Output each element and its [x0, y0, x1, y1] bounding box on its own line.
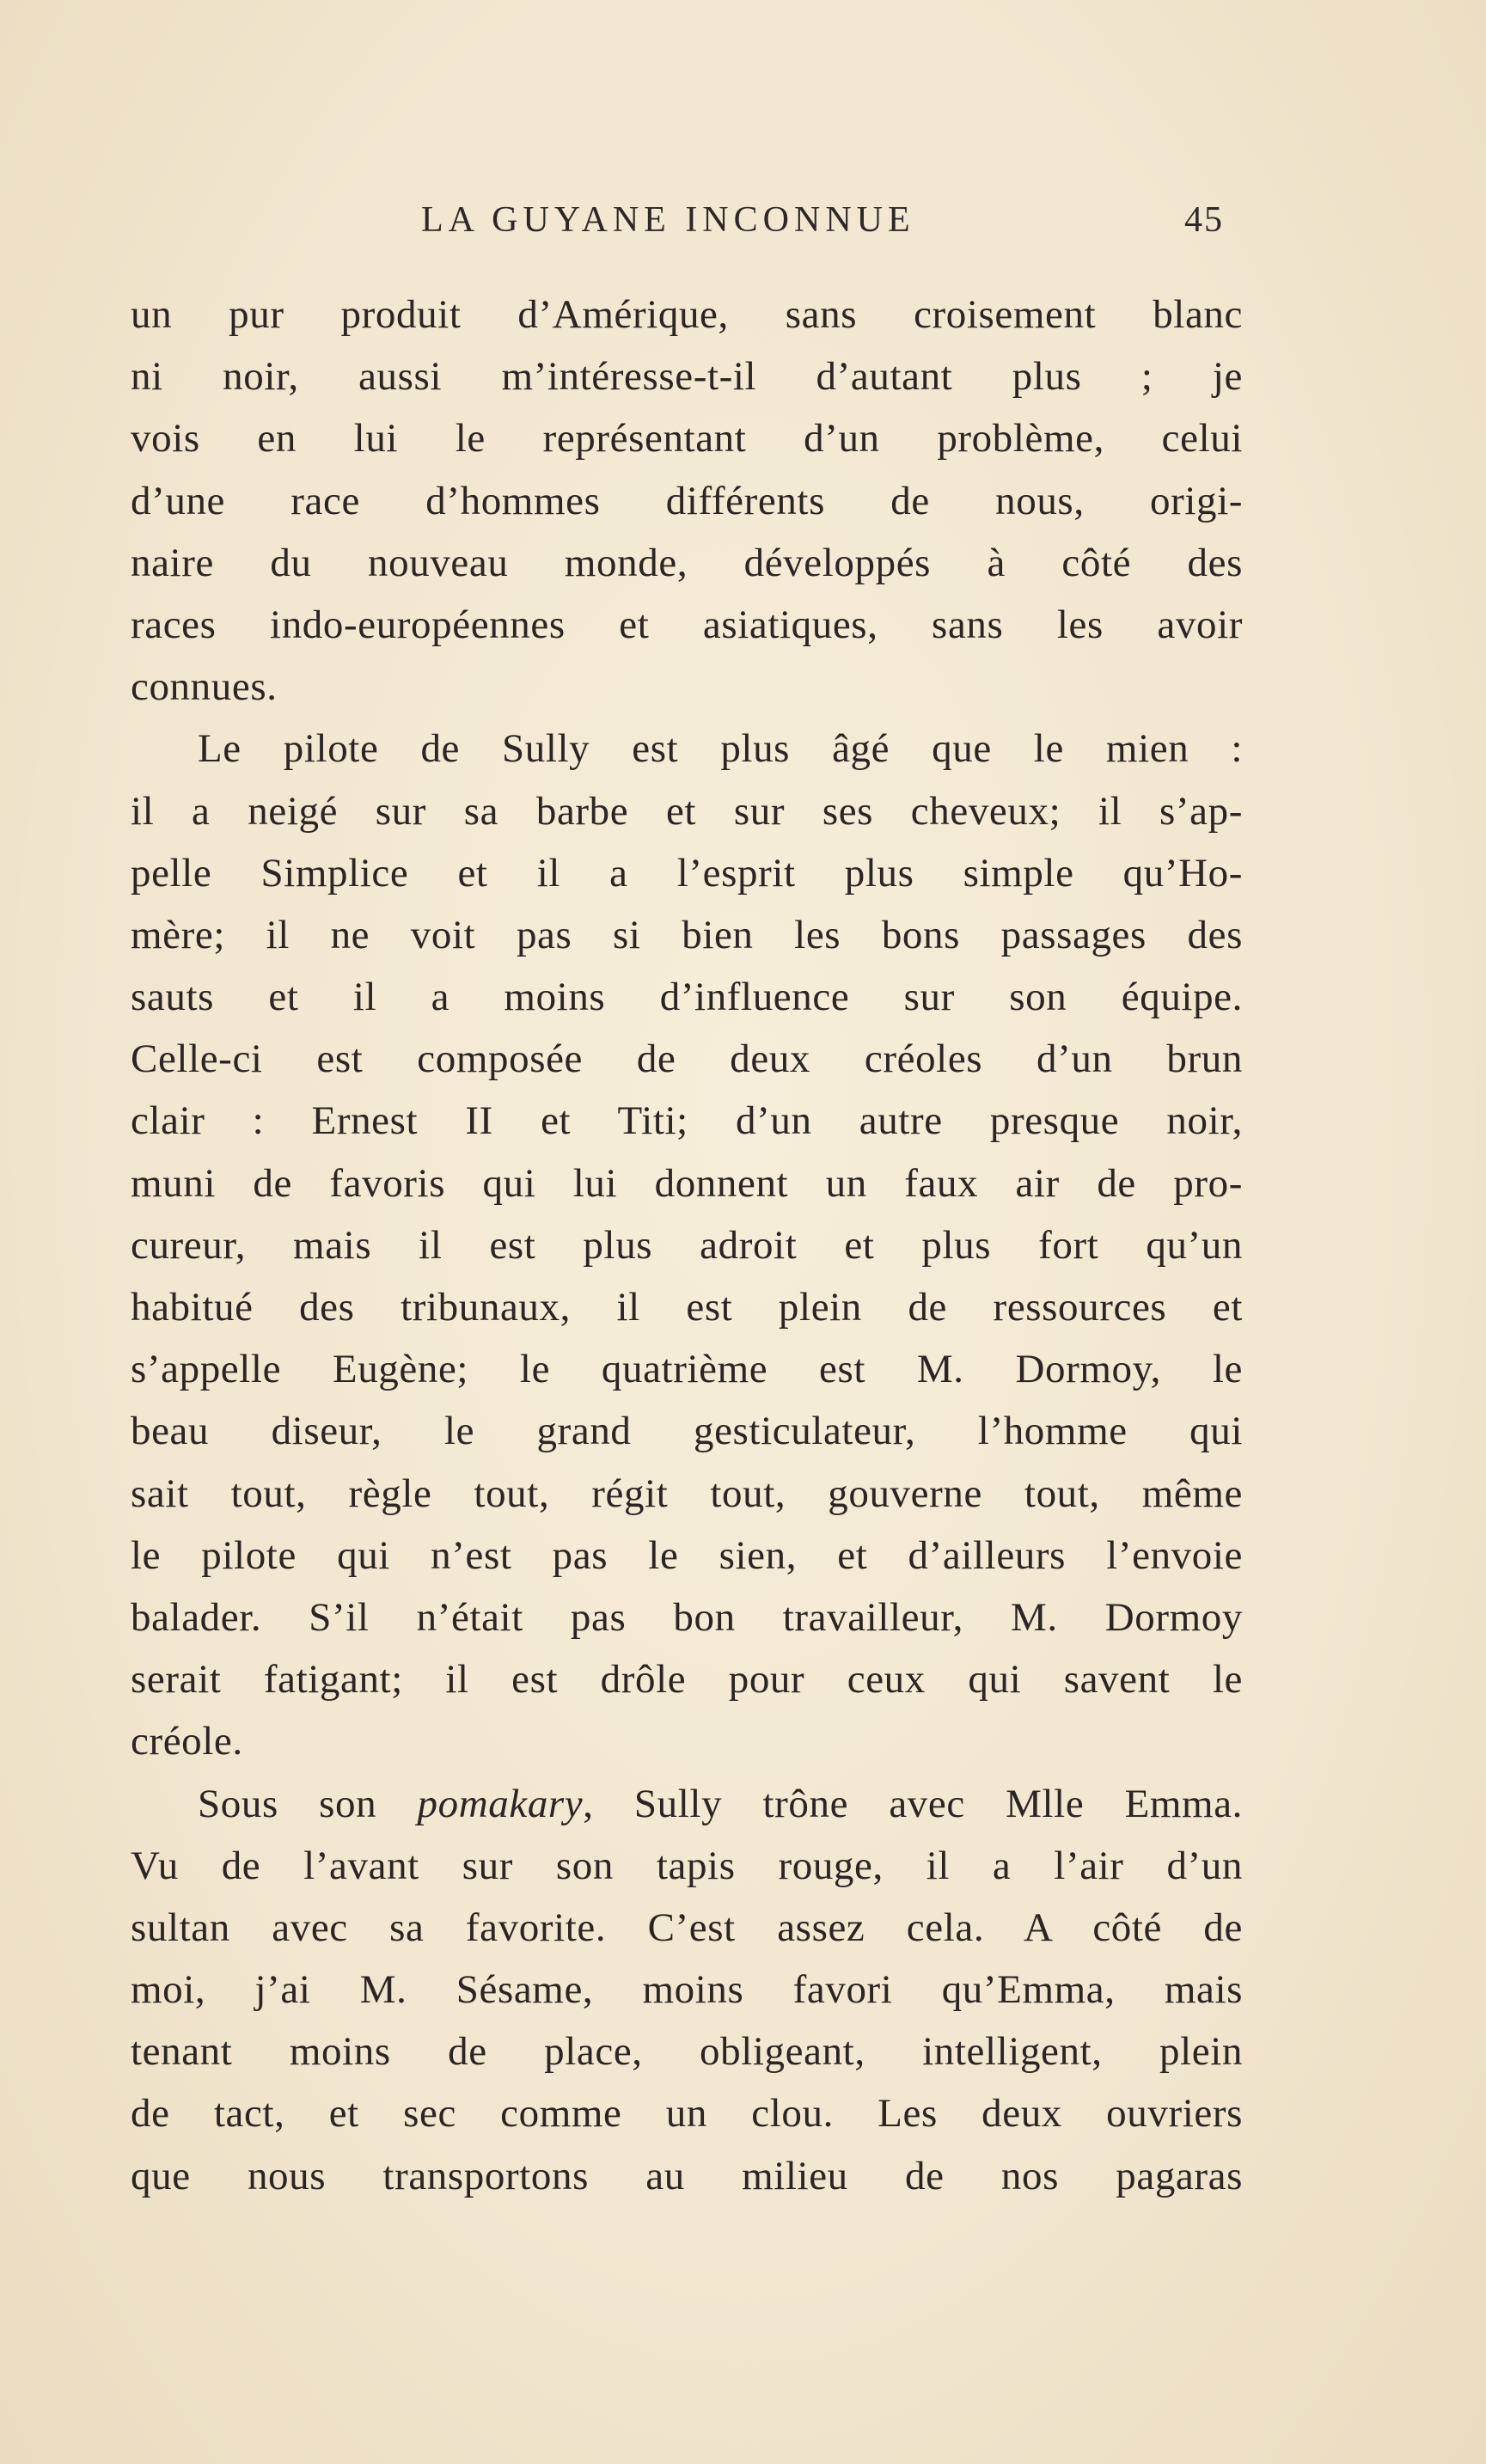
text-line: un pur produit d’Amérique, sans croisement blanc	[131, 292, 1243, 337]
text-line: Celle-ci est composée de deux créoles d’un brun	[131, 1036, 1243, 1082]
running-head	[0, 199, 1486, 251]
text-line: s’appelle Eugène; le quatrième est M. Dormoy, le	[131, 1347, 1243, 1392]
text-line: sait tout, règle tout, régit tout, gouverne tout, même	[131, 1470, 1243, 1516]
text-line: d’une race d’hommes différents de nous, origi-	[131, 478, 1243, 523]
text-line: moi, j’ai M. Sésame, moins favori qu’Emma, mais	[131, 1967, 1243, 2013]
text-line: que nous transportons au milieu de nos pagaras	[131, 2153, 1243, 2198]
text-line: beau diseur, le grand gesticulateur, l’homme qui	[131, 1409, 1243, 1454]
text-line: créole.	[131, 1719, 243, 1764]
body-text	[131, 284, 1243, 2207]
text-run: , Sully trône avec Mlle Emma.	[583, 1781, 1244, 1826]
text-run: Sous son	[198, 1781, 418, 1826]
text-line: cureur, mais il est plus adroit et plus fort qu’un	[131, 1222, 1243, 1268]
italic-term: pomakary	[417, 1781, 584, 1826]
text-line: sauts et il a moins d’influence sur son équipe.	[131, 975, 1243, 1020]
text-line: habitué des tribunaux, il est plein de ressources et	[131, 1285, 1243, 1330]
text-line: il a neigé sur sa barbe et sur ses cheveux; il s’ap-	[131, 788, 1243, 834]
text-line: Vu de l’avant sur son tapis rouge, il a l’air d’un	[131, 1843, 1243, 1888]
text-line: balader. S’il n’était pas bon travailleur, M. Dormoy	[131, 1594, 1243, 1640]
text-line: ni noir, aussi m’intéresse-t-il d’autant plus ; je	[131, 354, 1243, 400]
text-line: muni de favoris qui lui donnent un faux air de pro-	[131, 1160, 1243, 1206]
text-line: vois en lui le représentant d’un problème, celui	[131, 416, 1243, 462]
page-number: 45	[1184, 200, 1224, 240]
text-line	[131, 1773, 1243, 1835]
text-line: clair : Ernest II et Titi; d’un autre presque noir,	[131, 1098, 1243, 1144]
text-line: naire du nouveau monde, développés à côté des	[131, 540, 1243, 585]
text-line: tenant moins de place, obligeant, intelligent, plein	[131, 2029, 1243, 2075]
text-line: connues.	[131, 664, 278, 710]
text-line: sultan avec sa favorite. C’est assez cela. A côté de	[131, 1905, 1243, 1950]
text-line: pelle Simplice et il a l’esprit plus simple qu’Ho-	[131, 850, 1243, 896]
text-line: de tact, et sec comme un clou. Les deux ouvriers	[131, 2091, 1243, 2137]
text-line: Le pilote de Sully est plus âgé que le mien :	[198, 726, 1243, 772]
running-title: LA GUYANE INCONNUE	[421, 200, 915, 240]
text-line: le pilote qui n’est pas le sien, et d’ailleurs l’envoie	[131, 1532, 1243, 1578]
text-line: races indo-européennes et asiatiques, sans les avoir	[131, 602, 1243, 647]
text-line: mère; il ne voit pas si bien les bons passages des	[131, 912, 1243, 957]
text-line: serait fatigant; il est drôle pour ceux qui savent le	[131, 1657, 1243, 1703]
